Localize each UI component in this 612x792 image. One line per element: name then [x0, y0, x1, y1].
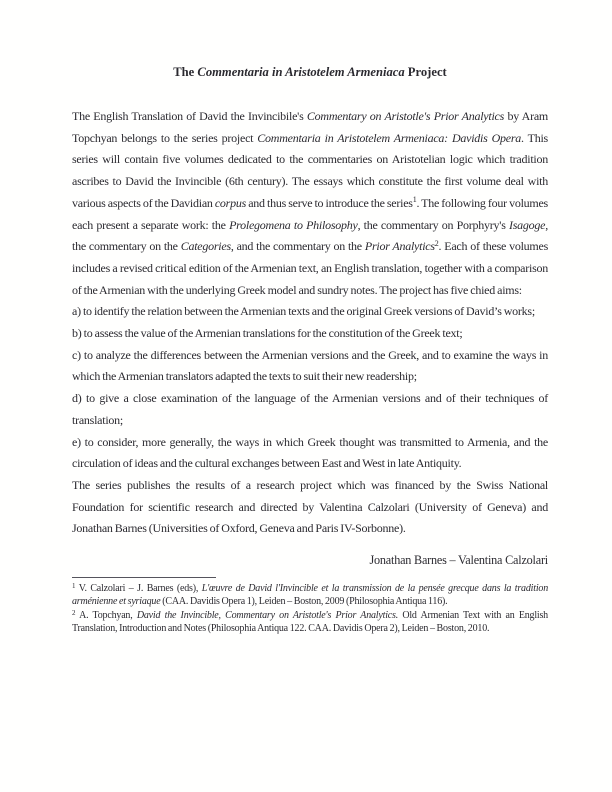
superscript-marker: 2	[72, 608, 76, 617]
text-run: . The following four volumes each present a separate work: the	[72, 195, 548, 232]
text-run: e) to consider, more generally, the ways in which Greek thought was transmitted to Armenia, and the circulation of ideas and the cultural exchanges between East and West in late Antiquity.	[72, 434, 548, 471]
aim-item	[72, 432, 548, 475]
signature-line: Jonathan Barnes – Valentina Calzolari	[369, 553, 548, 568]
text-run: , the commentary on the	[72, 217, 548, 254]
text-run: Isagoge	[508, 217, 546, 232]
text-run: V. Calzolari – J. Barnes (eds),	[75, 583, 202, 595]
text-run: Commentaria in Aristotelem Armeniaca: Davidis Opera	[257, 130, 522, 145]
aim-item	[72, 388, 548, 431]
superscript-marker: 2	[434, 238, 439, 248]
text-run: The series publishes the results of a research project which was financed by the Swiss National Foundation for scientific research and directed by Valentina Calzolari (University of Geneva) and Jonathan Barnes (Universities of Oxford, Geneva and Paris IV-Sorbonne).	[72, 477, 548, 536]
footnote-1	[72, 582, 548, 609]
aim-item	[72, 323, 548, 345]
text-run: Commentary on Aristotle's Prior Analytics	[306, 109, 505, 123]
text-run: Prolegomena to Philosophy	[229, 217, 358, 232]
text-run: (CAA. Davidis Opera 1), Leiden – Boston, 2009 (Philosophia Antiqua 116).	[160, 596, 448, 608]
superscript-marker: 1	[72, 582, 76, 591]
text-run: by Aram Topchyan belongs to the series project	[72, 109, 548, 145]
text-run: A. Topchyan,	[75, 609, 137, 621]
text-run: a) to identify the relation between the Armenian texts and the original Greek versions of David’s works;	[72, 304, 535, 319]
text-run: The	[173, 65, 198, 79]
superscript-marker: 1	[412, 195, 417, 205]
text-run: Prior Analytics	[364, 239, 435, 254]
document-title	[72, 64, 548, 80]
text-run: c) to analyze the differences between the Armenian versions and the Greek, and to examine the ways in which the Armenian translators adapted the texts to suit their new readership;	[72, 347, 548, 384]
aims-list	[72, 301, 548, 475]
text-run: L'œuvre de David l'Invincible et la transmission de la pensée grecque dans la tradition arménienne et syriaque	[72, 583, 548, 608]
text-run: corpus	[214, 195, 247, 210]
text-run: Project	[404, 65, 447, 79]
closing-paragraph	[72, 475, 548, 540]
footnote-separator	[72, 577, 216, 578]
text-run: , and the commentary on the	[230, 239, 365, 254]
text-run: Old Armenian Text with an English Translation, Introduction and Notes (Philosophia Antiqua 122. CAA. Davidis Opera 2), Leiden – Boston, 2010.	[72, 609, 548, 635]
text-run: b) to assess the value of the Armenian translations for the constitution of the Greek text;	[72, 326, 463, 341]
text-run: , the commentary on Porphyry's	[357, 217, 509, 232]
text-run: Categories	[180, 239, 231, 254]
text-run: David the Invincible, Commentary on Aristotle's Prior Analytics.	[136, 609, 398, 621]
text-run: Commentaria in Aristotelem Armeniaca	[197, 65, 405, 79]
document-body	[72, 106, 548, 540]
text-run: . This series will contain five volumes dedicated to the commentaries on Aristotelian logic which tradition ascribes to David the Invincible (6th century). The essays which constitute the first volume deal with various aspects of the Davidian	[72, 130, 548, 210]
footnotes-section	[72, 582, 548, 636]
intro-paragraph	[72, 106, 548, 301]
text-run: The English Translation of David the Invincibile's	[72, 109, 307, 123]
text-run: d) to give a close examination of the language of the Armenian versions and of their techniques of translation;	[72, 391, 548, 427]
aim-item	[72, 301, 548, 323]
text-run: and thus serve to introduce the series	[246, 195, 413, 210]
footnote-2	[72, 609, 548, 636]
text-run: . Each of these volumes includes a revised critical edition of the Armenian text, an English translation, together with a comparison of the Armenian with the underlying Greek model and sundry notes. The project has five chied aims:	[72, 239, 548, 297]
aim-item	[72, 345, 548, 388]
